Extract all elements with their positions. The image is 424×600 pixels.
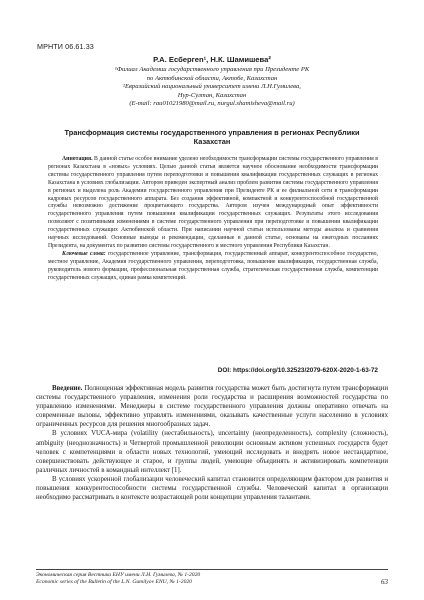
- article-title: [40, 128, 384, 146]
- doi-link[interactable]: DOI: https://doi.org/10.32523/2079-620X-2020-1-63-72: [217, 367, 378, 374]
- footer-line-ru: Экономическая серия Вестника ЕНУ имени Л.Н. Гумилева, № 1-2020: [36, 572, 201, 578]
- page-number: 63: [381, 578, 388, 586]
- keywords-paragraph: [48, 251, 378, 283]
- affiliation-line: ¹Филиал Академии государственного управления при Президенте РК: [114, 66, 310, 73]
- author-affiliations: [36, 66, 388, 109]
- keywords-text: государственное управление, трансформация, государственный аппарат, конкурентоспособное государство, местное управление, Академия государственного управления, переподготовка, повышение квалификации, государственная служба, руководитель нового формации, профессиональная государственная служба, стратегическая государственная служба, компетенции государственных служащих, единая рамка компетенций.: [48, 250, 378, 281]
- abstract-paragraph: [48, 156, 378, 251]
- affiliation-emails: (E-mail: rau01021980@mail.ru, nurgul.shamisheva@mail.ru): [129, 100, 295, 108]
- affiliation-line: Нур-Султан, Казахстан: [177, 91, 247, 99]
- article-authors: Р.А. Есбергеn¹, Н.К. Шамишева²: [153, 55, 271, 64]
- footer-divider: [36, 569, 388, 570]
- affiliation-line: ²Евразийский национальный университет имени Л.Н.Гумилева,: [123, 83, 301, 91]
- body-paragraph: В условиях ускоренной глобализации человеческий капитал становится определяющим фактором для развития и повышения конкурентоспособности системы государственной службы. Человеческий капитал в организации необходимо рассматривать в контексте возрастающей роли концепции управления талантами.: [36, 475, 388, 502]
- keywords-label: Ключевые слова:: [62, 250, 106, 257]
- abstract-block: [48, 156, 378, 283]
- abstract-text: В данной статье особое внимание уделено необходимости трансформации системы государственного управления в регионах Казахстана в «новых» условиях. Целью данной статьи является научное обоснование необходимости трансформации системы государственного управления путем переподготовки и повышения квалификации государственных служащих в регионах Казахстана в условиях глобализации. Автором приведен экспертный анализ проблем развития системы государственного управления в регионах и выделена роль Академии государственного управления при Президенте РК и ее филиальной сети в трансформации кадровых ресурсов государственного аппарата. Без создания эффективной, компактной и конкурентоспособной государственной службы невозможно достижение процветающего государства. Автором изучен международный опыт эффективности государственного управления путем повышения квалификации государственных служащих. Результаты этого исследования позволяют с позитивными изменениями в системе государственного управления при переподготовке и повышении квалификации государственных служащих Актюбинской области. При написании научной статьи использованы методы анализа и сравнения научных исследований. Основные выводы и рекомендации, сделанные в данной статье, основаны на ежегодных посланиях Президента, на документах по развитию системы государственного и местного управления Республики Казахстан.: [48, 156, 378, 249]
- abstract-label: Аннотация.: [62, 156, 93, 162]
- article-title-line: Казахстан: [193, 137, 231, 147]
- footer-line-en: Economic series of the Bulletin of the L.N. Gumilyov ENU, № 1-2020: [36, 579, 192, 585]
- intro-text: Полноценная эффективная модель развития государства может быть достигнута путем трансформации системы государственного управления, изменения роли государства и расширения возможностей государства по управлению изменениями. Менеджеры в системе государственного управления должны оперативно отвечать на современные вызовы, эффективно управлять изменениями, оказывать качественные услуги населению в условиях ограниченных ресурсов для решения многообразных задач.: [36, 385, 388, 429]
- affiliation-line: по Актюбинской области, Актобе, Казахстан: [146, 74, 278, 82]
- mrnti-code: МРНТИ 06.61.33: [37, 42, 94, 51]
- body-paragraph: [36, 384, 388, 429]
- article-title-line: Трансформация системы государственного управления в регионах Республики: [64, 128, 360, 137]
- intro-label: Введение.: [52, 385, 83, 392]
- body-paragraph: В условиях VUCA-мира (volatility (нестабильность), uncertainty (неопределенность), complexity (сложность), ambiguity (неоднозначность) и Четвертой промышленной революции основным активом успешных государств будет человек с компетенциями в области новых технологий, умеющий исследовать и внедрять новое нестандартное, совершенствовать действующее и старое, и группы людей, умеющие объединять и активизировать компетенции различных личностей в командный интеллект [1].: [36, 430, 388, 474]
- journal-footer: [36, 572, 336, 586]
- article-body: [36, 384, 388, 502]
